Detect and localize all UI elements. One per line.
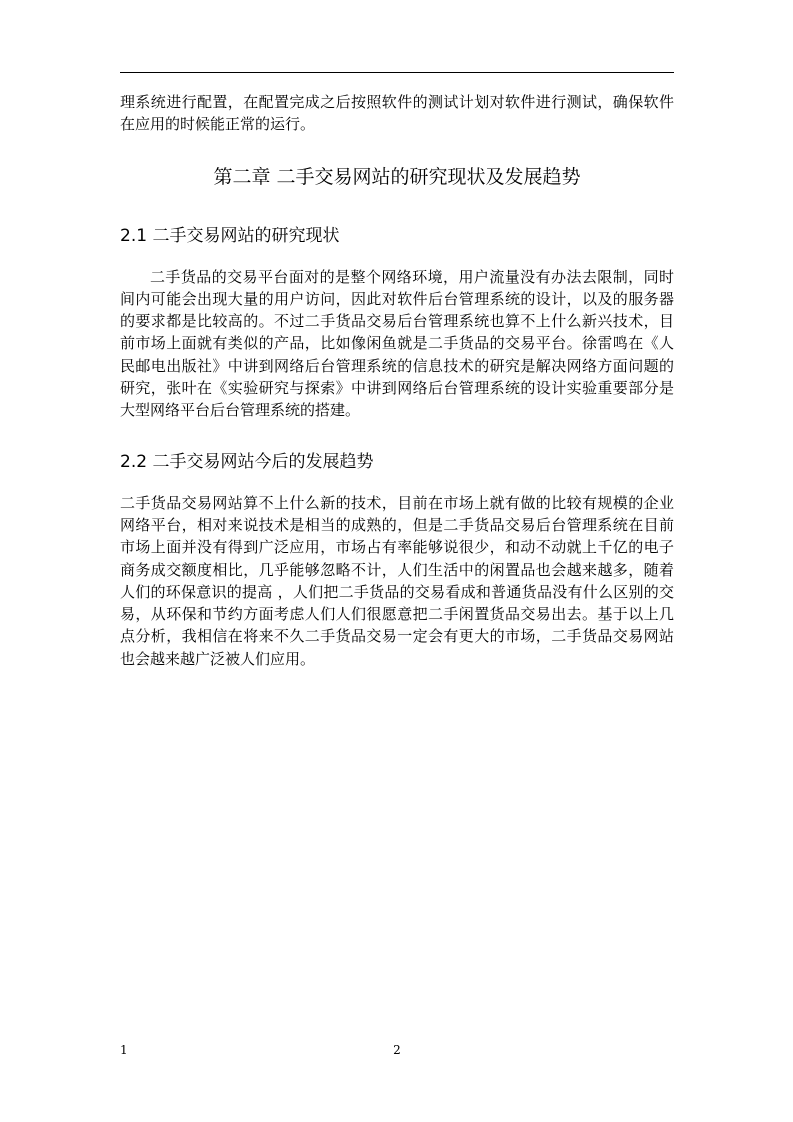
page-body bbox=[120, 91, 674, 670]
intro-paragraph: 理系统进行配置，在配置完成之后按照软件的测试计划对软件进行测试，确保软件在应用的时候能正常的运行。 bbox=[120, 93, 674, 134]
chapter-title: 第二章 二手交易网站的研究现状及发展趋势 bbox=[213, 165, 581, 188]
footer-left-number: 1 bbox=[120, 1043, 128, 1057]
page-number: 2 bbox=[393, 1043, 401, 1057]
header-rule bbox=[120, 72, 674, 73]
section-paragraph-2-1: 二手货品的交易平台面对的是整个网络环境，用户流量没有办法去限制，同时间内可能会出现大量的用户访问，因此对软件后台管理系统的设计，以及的服务器的要求都是比较高的。不过二手货品交易后台管理系统也算不上什么新兴技术，目前市场上面就有类似的产品，比如像闲鱼就是二手货品的交易平台。徐雷鸣在《人民邮电出版社》中讲到网络后台管理系统的信息技术的研究是解决网络方面问题的研究，张叶在《实验研究与探索》中讲到网络后台管理系统的设计实验重要部分是大型网络平台后台管理系统的搭建。 bbox=[120, 267, 674, 420]
section-heading-2-1: 2.1 二手交易网站的研究现状 bbox=[120, 225, 340, 246]
section-paragraph-2-2: 二手货品交易网站算不上什么新的技术，目前在市场上就有做的比较有规模的企业网络平台，相对来说技术是相当的成熟的，但是二手货品交易后台管理系统在目前市场上面并没有得到广泛应用，市场占有率能够说很少，和动不动就上千亿的电子商务成交额度相比，几乎能够忽略不计，人们生活中的闲置品也会越来越多，随着人们的环保意识的提高 ，人们把二手货品的交易看成和普通货品没有什么区别的交易，从环保和节约方面考虑人们人们很愿意把二手闲置货品交易出去。基于以上几点分析，我相信在将来不久二手货品交易一定会有更大的市场，二手货品交易网站也会越来越广泛被人们应用。 bbox=[120, 493, 674, 668]
section-heading-2-2: 2.2 二手交易网站今后的发展趋势 bbox=[120, 451, 374, 472]
